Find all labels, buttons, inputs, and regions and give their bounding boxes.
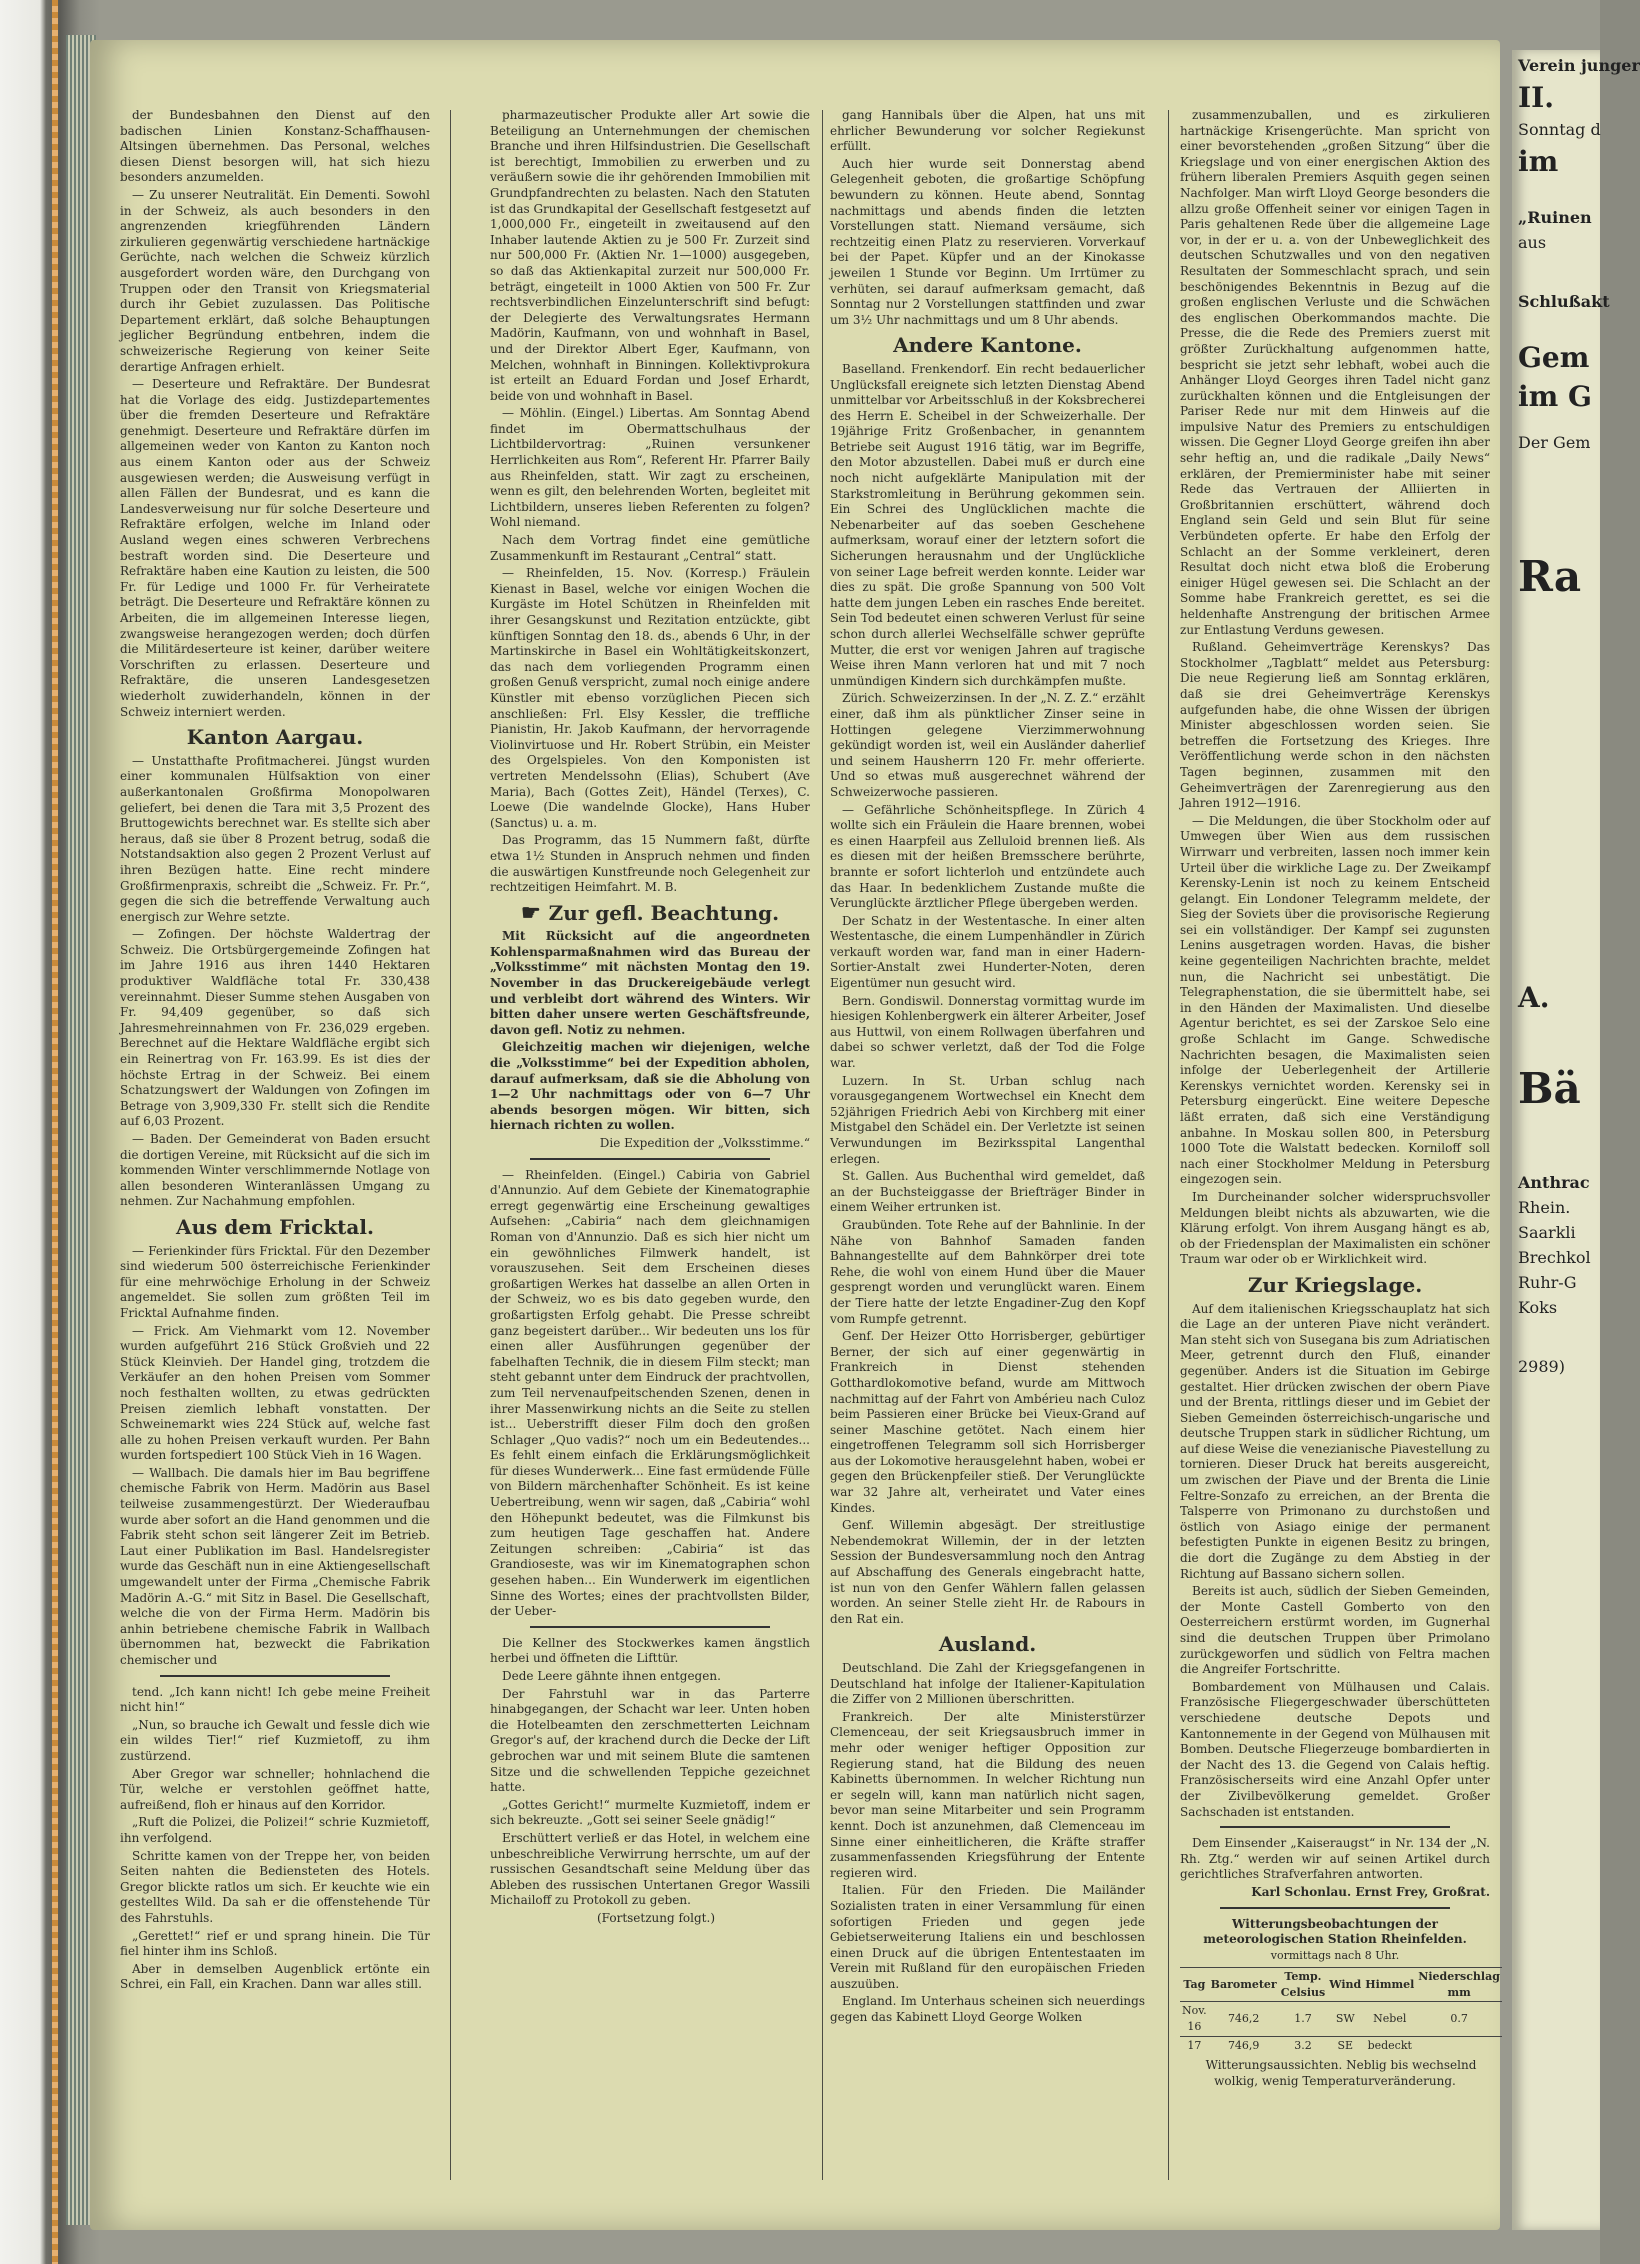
ad-text: Saarkli bbox=[1518, 1223, 1576, 1242]
continued-note: (Fortsetzung folgt.) bbox=[597, 1910, 715, 1925]
paragraph: Rußland. Geheimverträge Kerenskys? Das Stockholmer „Tagblatt“ meldet aus Petersburg: Die neue Regierung ließ am Sonntag erklären, daß sie drei Geheimverträge Kerenskys aufgefunden habe, die ohne Wissen der übrigen Minister abgeschlossen worden seien. Sie betreffen die Fortsetzung des Krieges. Ihre Veröffentlichung werde schon in den nächsten Tagen beginnen, zusammen mit den Geheimverträgen der Zarenregierung aus den Jahren 1912—1916. bbox=[1180, 640, 1490, 811]
paragraph: Italien. Für den Frieden. Die Mailänder Sozialisten traten in einer Versammlung für einen sofortigen Frieden und gegen jede Gebietserweiterung Italiens ein und beschlossen einen Druck auf die übrigen Ententestaaten im Verein mit Rußland für den europäischen Frieden auszuüben. bbox=[830, 1883, 1145, 1991]
paragraph: Das Programm, das 15 Nummern faßt, dürfte etwa 1½ Stunden in Anspruch nehmen und finden die auswärtigen Kunstfreunde noch Gelegenheit zur rechtzeitigen Heimfahrt. M. B. bbox=[490, 833, 810, 895]
paragraph: Auf dem italienischen Kriegsschauplatz hat sich die Lage an der unteren Piave nicht verändert. Man steht sich von Susegana bis zum Adriatischen Meer, getrennt durch den Fluß, einander gegenüber. Anders ist die Situation im Gebirge gestaltet. Hier drücken zwischen der obern Piave und der Brenta, rittlings dieser und im Gebiet der Sieben Gemeinden österreichisch-ungarische und deutsche Truppen stark in südlicher Richtung, um auf diese Weise die venezianische Piavestellung zu tornieren. Dieser Druck hat bereits ausgereicht, um zwischen der Piave und der Brenta die Linie Feltre-Sonzafo zu erreichen, an der Brenta die Talsperre von Primonano zu durchstoßen und östlich von Asiago einige der permanent befestigten Punkte in eigenen Besitz zu bringen, die dort die Zugänge zu dem Abstieg in der Richtung auf Bassano sichern sollen. bbox=[1180, 1301, 1490, 1581]
weather-header: Tag bbox=[1180, 1968, 1209, 2002]
weather-cell: SE bbox=[1327, 2036, 1363, 2054]
weather-table bbox=[1180, 1967, 1502, 2054]
divider bbox=[530, 1158, 770, 1160]
section-heading: Aus dem Fricktal. bbox=[176, 1214, 374, 1239]
weather-cell: 746,2 bbox=[1209, 2002, 1279, 2036]
paragraph: Dem Einsender „Kaiseraugst“ in Nr. 134 der „N. Rh. Ztg.“ werden wir auf seinen Artikel durch gerichtliches Strafverfahren antworten. bbox=[1180, 1836, 1490, 1882]
paragraph: — Frick. Am Viehmarkt vom 12. November wurden aufgeführt 216 Stück Großvieh und 22 Stück Kleinvieh. Der Handel ging, trotzdem die Verkäufer an den hohen Preisen vom Sommer noch festhalten wollten, zu etwas gedrückten Preisen ziemlich lebhaft vonstatten. Der Schweinemarkt wies 224 Stück auf, welche fast alle zu hohen Preisen verkauft wurden. Per Bahn wurden fortspediert 100 Stück Vieh in 16 Wagen. bbox=[120, 1323, 430, 1463]
weather-cell: 17 bbox=[1180, 2036, 1209, 2054]
notice-paragraph: Mit Rücksicht auf die angeordneten Kohlensparmaßnahmen wird das Bureau der „Volksstimme“ mit nächsten Montag den 19. November in das Druckereigebäude verlegt und verbleibt dort während des Winters. Wir bitten daher unsere werten Geschäftsfreunde, davon gefl. Notiz zu nehmen. bbox=[490, 929, 810, 1037]
paragraph: — Ferienkinder fürs Fricktal. Für den Dezember sind wiederum 500 österreichische Ferienkinder für eine mehrwöchige Erholung in der Schweiz angemeldet. Sie sollen zum größten Teil im Fricktal Aufnahme finden. bbox=[120, 1243, 430, 1320]
binding-string bbox=[52, 0, 58, 2264]
weather-header: Temp. Celsius bbox=[1279, 1968, 1327, 2002]
paragraph: Dede Leere gähnte ihnen entgegen. bbox=[502, 1669, 721, 1683]
paragraph: — Möhlin. (Eingel.) Libertas. Am Sonntag Abend findet im Obermattschulhaus der Lichtbildervortrag: „Ruinen versunkener Herrlichkeiten aus Rom“, Referent Hr. Pfarrer Baily aus Rheinfelden, statt. Wir zagt zu erscheinen, wenn es gilt, den belehrenden Worten, begleitet mit Lichtbildern, unseres lieben Referenten zu folgen? Wohl niemand. bbox=[490, 406, 810, 530]
paragraph: — Deserteure und Refraktäre. Der Bundesrat hat die Vorlage des eidg. Justizdepartementes über die fremden Deserteure und Refraktäre genehmigt. Deserteure und Refraktäre dürfen im allgemeinen weder von Kanton zu Kanton noch aus einem Kanton oder aus der Schweiz ausgewiesen werden; die Ausweisung verfügt in allen Fällen der Bundesrat, und es kann die Landesverweisung nur für solche Deserteure und Refraktäre erfolgen, welche im Inland oder Ausland wegen eines schweren Verbrechens bestraft worden sind. Die Deserteure und Refraktäre haben eine Kaution zu leisten, die 500 Fr. für Ledige und 1000 Fr. für Verheiratete beträgt. Die Deserteure und Refraktäre können zu Arbeiten, die im allgemeinen Interesse liegen, zwangsweise herangezogen werden; doch dürfen die Militärdeserteure ist keiner, darüber weitere Vorschriften zu erlassen. Deserteure und Refraktäre, die unseren Landesgesetzen wiederholt zuwiderhandeln, können in der Schweiz interniert werden. bbox=[120, 377, 430, 719]
paragraph: — Die Meldungen, die über Stockholm oder auf Umwegen über Wien aus dem russischen Wirrwarr und verbreiten, lassen noch immer kein Urteil über die wirkliche Lage zu. Der Zweikampf Kerensky-Lenin ist noch zu keinem Entscheid gelangt. Ein Londoner Telegramm meldete, der Sieg der Soviets über die provisorische Regierung sei ein vollständiger. Der Kampf sei zugunsten Lenins ausgetragen worden. Havas, die bisher keine gegenteiligen Nachrichten brachte, meldet nun, die Nachricht sei unbestätigt. Die Telegraphenstation, die sie übermittelt habe, sei in den Händen der Maximalisten. Und dieselbe Agentur berichtet, es sei der Zarskoe Selo eine große Schlacht im Gange. Schwedische Nachrichten besagen, die Maximalisten seien infolge der Ueberlegenheit der Artillerie Kerenskys vernichtet worden. Kerensky sei in Petersburg eingerückt. Eine weitere Depesche läßt erraten, daß sich eine Verständigung anbahne. In Moskau sollen 800, in Petersburg 1000 Tote die Walstatt bedecken. Korniloff soll nach einer Stockholmer Meldung in Petersburg eingezogen sein. bbox=[1180, 813, 1490, 1187]
weather-cell bbox=[1416, 2036, 1502, 2054]
paragraph: Im Durcheinander solcher widerspruchsvoller Meldungen bleibt nichts als abzuwarten, wie die Klärung erfolgt. Von ihrem Ausgang hängt es ab, ob der Friedensplan der Maximalisten ein schöner Traum war oder ob er Wirklichkeit wird. bbox=[1180, 1189, 1490, 1267]
column-rule bbox=[1168, 110, 1169, 2180]
paragraph: — Gefährliche Schönheitspflege. In Zürich 4 wollte sich ein Fräulein die Haare brennen, wobei es einen Haarpfeil aus Zelluloid brennen ließ. Als es diesen mit der heißen Bremsschere berührte, brannte er sofort lichterloh und entzündete auch das Haar. In bedenklichem Zustande mußte die Verunglückte ärztlicher Pflege übergeben werden. bbox=[830, 802, 1145, 911]
section-heading: Zur Kriegslage. bbox=[1247, 1272, 1423, 1297]
ad-text: A. bbox=[1518, 981, 1550, 1014]
column-2 bbox=[490, 108, 810, 2158]
ad-text: im bbox=[1518, 145, 1559, 178]
paragraph: Schritte kamen von der Treppe her, von beiden Seiten nahten die Bediensteten des Hotels. Gregor blickte ratlos um sich. Er keuchte wie ein gestelltes Wild. Da sah er die offenstehende Tür des Fahrstuhls. bbox=[120, 1848, 430, 1925]
paragraph: Deutschland. Die Zahl der Kriegsgefangenen in Deutschland hat infolge der Italiener-Kapitulation die Ziffer von 2 Millionen überschritten. bbox=[830, 1661, 1145, 1707]
paragraph: pharmazeutischer Produkte aller Art sowie die Beteiligung an Unternehmungen der chemischen Branche und ihren Hilfsindustrien. Die Gesellschaft ist berechtigt, Immobilien zu erwerben und zu veräußern sowie die ihr gehörenden Immobilien mit Grundpfandrechten zu belasten. Nach den Statuten ist das Grundkapital der Gesellschaft festgesetzt auf 1,000,000 Fr., eingeteilt in zweitausend auf den Inhaber lautende Aktien zu je 500 Fr. Zurzeit sind nur 500,000 Fr. (Aktien Nr. 1—1000) ausgegeben, so daß das Aktienkapital zurzeit nur 500,000 Fr. beträgt, eingeteilt in 1000 Aktien von 500 Fr. Zur rechtsverbindlichen Einzelunterschrift sind befugt: der Delegierte des Verwaltungsrates Hermann Madörin, Kaufmann, von und wohnhaft in Basel, und der Direktor Albert Eger, Kaufmann, von Melchen, wohnhaft in Binningen. Kollektivprokura ist erteilt an Eduard Fordan und Josef Erhardt, beide von und wohnhaft in Basel. bbox=[490, 108, 810, 403]
paragraph: Nach dem Vortrag findet eine gemütliche Zusammenkunft im Restaurant „Central“ statt. bbox=[490, 533, 810, 563]
notice-paragraph: Gleichzeitig machen wir diejenigen, welche die „Volksstimme“ bei der Expedition abholen, darauf aufmerksam, daß sie die Abholung von 1—2 Uhr nachmittags oder von 6—7 Uhr abends besorgen mögen. Wir bitten, sich hiernach richten zu wollen. bbox=[490, 1040, 810, 1133]
divider bbox=[1220, 1907, 1450, 1909]
paragraph: Erschüttert verließ er das Hotel, in welchem eine unbeschreibliche Verwirrung herrschte, um auf der russischen Gesandtschaft seine Meldung über das Ableben des russischen Untertanen Gregor Wassili Michailoff zu Protokoll zu geben. bbox=[490, 1830, 810, 1908]
ad-text: im G bbox=[1518, 380, 1592, 413]
ad-text: Gem bbox=[1518, 341, 1590, 374]
weather-cell: 1.7 bbox=[1279, 2002, 1327, 2036]
ad-text: Rhein. bbox=[1518, 1198, 1571, 1217]
weather-row bbox=[1180, 2002, 1502, 2036]
facing-page-strip bbox=[1512, 50, 1640, 2230]
divider bbox=[160, 1675, 390, 1677]
paragraph: Aber in demselben Augenblick ertönte ein Schrei, ein Fall, ein Krachen. Dann war alles still. bbox=[120, 1961, 430, 1992]
section-heading: Ausland. bbox=[938, 1632, 1037, 1657]
ad-text: Ra bbox=[1518, 552, 1582, 601]
paragraph: „Gerettet!“ rief er und sprang hinein. Die Tür fiel hinter ihm ins Schloß. bbox=[120, 1928, 430, 1959]
paragraph: „Gottes Gericht!“ murmelte Kuzmietoff, indem er sich bekreuzte. „Gott sei seiner Seele gnädig!“ bbox=[490, 1797, 810, 1828]
column-3 bbox=[830, 108, 1145, 2158]
ad-text: „Ruinen bbox=[1518, 208, 1592, 227]
ad-text: Verein junger bbox=[1518, 56, 1640, 75]
pointing-hand-icon: ☛ bbox=[520, 899, 541, 926]
weather-cell: 3.2 bbox=[1279, 2036, 1327, 2054]
ad-text: Koks bbox=[1518, 1298, 1558, 1317]
paragraph: gang Hannibals über die Alpen, hat uns mit ehrlicher Bewunderung vor solcher Regiekunst erfüllt. bbox=[830, 108, 1145, 154]
weather-cell: bedeckt bbox=[1363, 2036, 1416, 2054]
weather-title: Witterungsbeobachtungen der meteorologischen Station Rheinfelden. bbox=[1203, 1916, 1467, 1947]
paragraph: — Wallbach. Die damals hier im Bau begriffene chemische Fabrik von Herm. Madörin aus Basel teilweise zusammengestürzt. Der Wiederaufbau wurde aber sofort an die Hand genommen und die Fabrik steht schon seit längerer Zeit im Betrieb. Laut einer Publikation im Basl. Handelsregister wurde das Geschäft nun in eine Aktiengesellschaft umgewandelt unter der Firma „Chemische Fabrik Madörin A.-G.“ mit Sitz in Basel. Die Gesellschaft, welche die von der Firma Herm. Madörin bis anhin betriebene chemische Fabrik in Wallbach übernommen hat, bezweckt die Fabrikation chemischer und bbox=[120, 1465, 430, 1667]
paragraph: der Bundesbahnen den Dienst auf den badischen Linien Konstanz-Schaffhausen-Altsingen übernehmen. Das Personal, welches diesen Dienst besorgen will, hat sich hiezu besonders anzumelden. bbox=[120, 108, 430, 185]
weather-subtitle: vormittags nach 8 Uhr. bbox=[1270, 1948, 1400, 1962]
paragraph: Bombardement von Mülhausen und Calais. Französische Fliegergeschwader überschütteten verschiedene deutsche Depots und Kantonnemente in der Gegend von Mülhausen mit Bomben. Deutsche Fliegerzeuge bombardierten in der Nacht des 13. die Gegend von Calais heftig. Französischerseits wird eine Anzahl Opfer unter der Zivilbevölkerung gemeldet. Großer Sachschaden ist entstanden. bbox=[1180, 1679, 1490, 1819]
ad-text: Anthrac bbox=[1518, 1173, 1590, 1192]
section-heading: Andere Kantone. bbox=[893, 333, 1082, 358]
paragraph: Genf. Der Heizer Otto Horrisberger, gebürtiger Berner, der sich auf einer gegenwärtig in Frankreich in Dienst stehenden Gotthardlokomotive befand, wurde am Mittwoch nachmittag auf der Fahrt von Ambérieu nach Culoz beim Passieren einer Brücke bei Vieux-Grand auf seiner Maschine getötet. Nach einem hier eingetroffenen Telegramm soll sich Horrisberger aus der Lokomotive herausgelehnt haben, wobei er gegen den Brückenpfeiler stieß. Der Verunglückte war 32 Jahre alt, verheiratet und Vater eines Kindes. bbox=[830, 1329, 1145, 1515]
weather-outlook: Witterungsaussichten. Neblig bis wechselnd wolkig, wenig Temperaturveränderung. bbox=[1205, 2058, 1477, 2088]
paragraph: Bereits ist auch, südlich der Sieben Gemeinden, der Monte Castell Gomberto von den Oesterreichern erstürmt worden, im Gugnerhal sind die deutschen Truppen über Primolano zurückgeworfen und südlich von Feltra machen die Angreifer Fortschritte. bbox=[1180, 1584, 1490, 1677]
ad-text: Schlußakt bbox=[1518, 292, 1610, 311]
signature: Karl Schonlau. Ernst Frey, Großrat. bbox=[1251, 1884, 1490, 1899]
paragraph: Luzern. In St. Urban schlug nach vorausgegangenem Wortwechsel ein Knecht dem 52jährigen Friedrich Aebi von Kirchberg mit einer Mistgabel den Schädel ein. Der Verletzte ist seinen Verwundungen im Bezirksspital Langenthal erlegen. bbox=[830, 1073, 1145, 1166]
column-1 bbox=[120, 108, 430, 2158]
paragraph: Aber Gregor war schneller; hohnlachend die Tür, welche er verstohlen geöffnet hatte, aufreißend, floh er hinaus auf den Korridor. bbox=[120, 1766, 430, 1812]
paragraph: England. Im Unterhaus scheinen sich neuerdings gegen das Kabinett Lloyd George Wolken bbox=[830, 1994, 1145, 2025]
paragraph: Zürich. Schweizerzinsen. In der „N. Z. Z.“ erzählt einer, daß ihm als pünktlicher Zinser seine in Hottingen gelegene Vierzimmerwohnung gekündigt worden ist, weil ein Ausländer daherlief und seinem Hausherrn 120 Fr. mehr offerierte. Und so etwas muß ausgerechnet während der Schweizerwoche passieren. bbox=[830, 691, 1145, 799]
paragraph: Graubünden. Tote Rehe auf der Bahnlinie. In der Nähe von Bahnhof Samaden fanden Bahnangestellte auf dem Bahnkörper drei tote Rehe, die wohl von einem Hund über die Mauer gesprengt worden und verunglückt waren. Einem der Tiere hatte der letzte Engadiner-Zug den Kopf vom Rumpfe getrennt. bbox=[830, 1217, 1145, 1326]
ad-text: Brechkol bbox=[1518, 1248, 1591, 1267]
weather-header-row bbox=[1180, 1968, 1502, 2002]
paragraph: Der Schatz in der Westentasche. In einer alten Westentasche, die einem Lumpenhändler in Zürich verkauft worden war, fand man in einer Hadern-Sortier-Anstalt zwei Hunderter-Noten, deren Eigentümer nun gesucht wird. bbox=[830, 913, 1145, 991]
newspaper-page bbox=[90, 40, 1500, 2230]
heading-text: Zur gefl. Beachtung. bbox=[548, 900, 780, 925]
paragraph: zusammenzuballen, und es zirkulieren hartnäckige Krisengerüchte. Man spricht von einer bevorstehenden „großen Sitzung“ über die Kriegslage und von einer energischen Aktion des frühern liberalen Premiers Asquith gegen seinen Nachfolger. Man wirft Lloyd George besonders die allzu große Offenheit seiner vor einigen Tagen in Paris gehaltenen Rede über die allgemeine Lage vor, in der er u. a. von der Unbeweglichkeit des deutschen Schutzwalles und von den negativen Resultaten der Sommeschlacht sprach, und sein beschönigendes Bekenntnis in Bezug auf die großen englischen Verluste und die Schwächen des englischen Oberkommandos machte. Die Presse, die die Rede des Premiers zuerst mit größter Zurückhaltung aufgenommen hatte, bespricht sie jetzt sehr lebhaft, wobei auch die Anhänger Lloyd Georges ihren Tadel nicht ganz zurückhalten können und die Entgleisungen der Pariser Rede nur mit dem Hinweis auf die impulsive Natur des Premiers zu entschuldigen wissen. Die Gegner Lloyd George greifen ihn aber sehr heftig an, und die radikale „Daily News“ erklären, der Premierminister habe mit seiner Rede das Vertrauen der Alliierten in Großbritannien erschüttert, während doch England sein Geld und sein Blut für seine Verbündeten opferte. Er habe den Erfolg der Schlacht an der Somme verkleinert, deren Resultat doch nicht etwa bloß die Eroberung einiger Hügel gewesen sei. Die Schlacht an der Somme habe Frankreich gerettet, es sei die heldenhafte Anstrengung der britischen Armee zur Entlastung Verduns gewesen. bbox=[1180, 108, 1490, 637]
weather-header: Wind bbox=[1327, 1968, 1363, 2002]
ad-text: Ruhr-G bbox=[1518, 1273, 1577, 1292]
paragraph: — Rheinfelden. (Eingel.) Cabiria von Gabriel d'Annunzio. Auf dem Gebiete der Kinematographie erregt gegenwärtig eine Erscheinung gewaltiges Aufsehen: „Cabiria“ nach dem gleichnamigen Roman von d'Annunzio. Daß es sich hier nicht um ein gewöhnliches Filmwerk handelt, ist vorauszusehen. Seit dem Erscheinen dieses großartigen Werkes hat dasselbe an allen Orten in der Schweiz, wo es bis dato gegeben wurde, den großartigsten Erfolg gehabt. Die Presse schreibt ganz begeistert darüber... Wir bedeuten uns los für einen aller Ausführungen gegenüber der fabelhaften Technik, die in diesem Film steckt; man steht gebannt unter dem Eindruck der prachtvollen, zum Teil nervenaufpeitschenden Szenen, denen in ihrer Massenwirkung nichts an die Seite zu stellen ist... Ueberstrifft dieser Film doch den großen Schlager „Quo vadis?“ noch um ein Bedeutendes... Es fehlt einem einfach die Erklärungsmöglichkeit für dieses Wunderwerk... Eine fast ermüdende Fülle von Bildern märchenhafter Schönheit. Es ist keine Uebertreibung, wenn wir sagen, daß „Cabiria“ wohl den Höhepunkt bedeutet, was die Filmkunst bis zum heutigen Tage geschaffen hat. Andere Zeitungen schreiben: „Cabiria“ ist das Grandioseste, was wir im Kinematographen schon gesehen haben... Ein Wunderwerk im eigentlichen Sinne des Wortes; eines der prachtvollsten Bilder, der Ueber- bbox=[490, 1167, 810, 1619]
paragraph: „Nun, so brauche ich Gewalt und fessle dich wie ein wildes Tier!“ rief Kuzmietoff, zu ihm zustürzend. bbox=[120, 1717, 430, 1763]
weather-header: Barometer bbox=[1209, 1968, 1279, 2002]
paragraph: tend. „Ich kann nicht! Ich gebe meine Freiheit nicht hin!“ bbox=[120, 1684, 430, 1715]
section-heading bbox=[490, 899, 810, 926]
paragraph: Auch hier wurde seit Donnerstag abend Gelegenheit geboten, die großartige Schöpfung bewundern zu können. Heute abend, Sonntag nachmittags und abends finden die letzten Vorstellungen statt. Niemand versäume, sich rechtzeitig einen Platz zu reservieren. Vorverkauf bei der Papet. Küpfer und an der Kinokasse jeweilen 1 Stunde vor Beginn. Um Irrtümer zu verhüten, sei darauf aufmerksam gemacht, daß Sonntag nur 2 Vorstellungen stattfinden und zwar um 3½ Uhr nachmittags und um 8 Uhr abends. bbox=[830, 156, 1145, 327]
weather-cell: SW bbox=[1327, 2002, 1363, 2036]
weather-cell: Nov. 16 bbox=[1180, 2002, 1209, 2036]
weather-cell: 746,9 bbox=[1209, 2036, 1279, 2054]
ad-text: II. bbox=[1518, 81, 1554, 114]
paragraph: Bern. Gondiswil. Donnerstag vormittag wurde im hiesigen Kohlenbergwerk ein älterer Arbeiter, Josef aus Huttwil, von einem Rollwagen überfahren und dabei so schwer verletzt, daß der Tod die Folge war. bbox=[830, 993, 1145, 1071]
weather-header: Niederschlag mm bbox=[1416, 1968, 1502, 2002]
column-4 bbox=[1180, 108, 1500, 2158]
column-rule bbox=[450, 110, 451, 2180]
ad-text: Bä bbox=[1518, 1064, 1581, 1113]
paragraph: Der Fahrstuhl war in das Parterre hinabgegangen, der Schacht war leer. Unten hoben die Hotelbeamten den zerschmetterten Leichnam Gregor's auf, der krachend durch die Decke der Lift gebrochen war und mit seinem Blute die samtenen Sitze und die schwellenden Teppiche gezeichnet hatte. bbox=[490, 1686, 810, 1795]
paragraph: Baselland. Frenkendorf. Ein recht bedauerlicher Unglücksfall ereignete sich letzten Dienstag Abend unmittelbar vor Arbeitsschluß in der Koksbrecherei des Herrn E. Scheibel in der Schweizerhalle. Der 19jährige Fritz Großenbacher, in genanntem Betriebe seit August 1916 tätig, war im Begriffe, den Motor abzustellen. Dabei muß er durch eine noch nicht aufgeklärte Manipulation mit der Starkstromleitung in Berührung gekommen sein. Ein Schrei des Unglücklichen machte die Nebenarbeiter auf das soeben Geschehene aufmerksam, worauf einer der letztern sofort die Sicherungen herausnahm und der Unglückliche von seiner Lage befreit werden konnte. Leider war dies zu spät. Die große Spannung von 500 Volt hatte dem jungen Leben ein rasches Ende bereitet. Sein Tod bedeutet einen schweren Verlust für seine schon durch allerlei Wechselfälle schwer geprüfte Mutter, die erst vor wenigen Jahren auf tragische Weise ihren Mann verloren hat und mit 7 noch unmündigen Kindern sich durchkämpfen mußte. bbox=[830, 361, 1145, 688]
ad-text: aus bbox=[1518, 233, 1547, 252]
paragraph: Die Kellner des Stockwerkes kamen ängstlich herbei und öffneten die Lifttür. bbox=[490, 1635, 810, 1666]
ad-text: 2989) bbox=[1518, 1357, 1565, 1376]
divider bbox=[1220, 1826, 1450, 1828]
paragraph: Genf. Willemin abgesägt. Der streitlustige Nebendemokrat Willemin, der in der letzten Session der Bundesversammlung noch den Antrag auf Abschaffung des Generals eingebracht hatte, ist nun von den Genfer Wählern fallen gelassen worden. An seiner Stelle zieht Hr. de Rabours in den Rat ein. bbox=[830, 1518, 1145, 1626]
column-rule bbox=[822, 110, 823, 2180]
paragraph: Frankreich. Der alte Ministerstürzer Clemenceau, der seit Kriegsausbruch immer in mehr oder weniger heftiger Opposition zur Regierung stand, hat die Bildung des neuen Kabinetts übernommen. In welcher Richtung nun er segeln will, kann man natürlich nicht sagen, bevor man seine Mitarbeiter und sein Programm kennt. Doch ist anzunehmen, daß Clemenceau im Sinne einer einheitlicheren, die Kräfte straffer zusammenfassenden Kriegsführung der Entente regieren wird. bbox=[830, 1709, 1145, 1880]
weather-header: Himmel bbox=[1363, 1968, 1416, 2002]
paragraph: — Baden. Der Gemeinderat von Baden ersucht die dortigen Vereine, mit Rücksicht auf die sich im kommenden Winter verschlimmernde Notlage von allen besonderen Winteranlässen Umgang zu nehmen. Zur Nachahmung empfohlen. bbox=[120, 1132, 430, 1209]
paragraph: — Zofingen. Der höchste Waldertrag der Schweiz. Die Ortsbürgergemeinde Zofingen hat im Jahre 1916 aus ihren 1440 Hektaren produktiver Waldfläche total Fr. 330,438 vereinnahmt. Dieser Summe stehen Ausgaben von Fr. 94,409 gegenüber, so daß sich Jahresmehreinnahmen von Fr. 236,029 ergeben. Berechnet auf die Hektare Waldfläche ergibt sich ein Reinertrag von Fr. 163.99. Es ist dies der höchste Ertrag in der Schweiz. Bei einem Schatzungswert der Waldungen von Zofingen im Betrage von 3,909,330 Fr. stellt sich die Rendite auf 6,03 Prozent. bbox=[120, 927, 430, 1129]
paragraph: St. Gallen. Aus Buchenthal wird gemeldet, daß an der Buchsteiggasse der Briefträger Binder in einem Weiher ertrunken ist. bbox=[830, 1169, 1145, 1215]
weather-row bbox=[1180, 2036, 1502, 2054]
ad-text: Der Gem bbox=[1518, 433, 1591, 452]
weather-cell: 0.7 bbox=[1416, 2002, 1502, 2036]
ad-text: Sonntag d bbox=[1518, 120, 1601, 139]
notice-signature: Die Expedition der „Volksstimme.“ bbox=[599, 1136, 810, 1150]
paragraph: — Zu unserer Neutralität. Ein Dementi. Sowohl in der Schweiz, als auch besonders in den angrenzenden kriegführenden Ländern zirkulieren gegenwärtig verschiedene hartnäckige Gerüchte, nach welchen die Schweiz kürzlich ausgefordert worden wäre, den Durchgang von Truppen oder den Transit von Kriegsmaterial durch ihr Gebiet zuzulassen. Das Politische Departement erklärt, daß solche Behauptungen jeglicher Begründung entbehren, indem die schweizerische Regierung von keiner Seite derartige Anfragen erhielt. bbox=[120, 187, 430, 374]
divider bbox=[530, 1626, 770, 1628]
paragraph: — Rheinfelden, 15. Nov. (Korresp.) Fräulein Kienast in Basel, welche vor einigen Wochen die Kurgäste im Hotel Schützen in Rheinfelden mit ihrer Gesangskunst und Rezitation entzückte, gibt künftigen Sonntag den 18. ds., abends 6 Uhr, in der Martinskirche in Basel ein Wohltätigkeitskonzert, das nach dem vorliegenden Programm einen großen Genuß verspricht, zumal noch einige andere Künstler mit ebenso vorzüglichen Piecen sich anschließen: Frl. Elsy Kessler, die treffliche Pianistin, Hr. Jakob Kaufmann, der hervorragende Violinvirtuose und Hr. Robert Strübin, ein Meister des Orgelspieles. Von den Komponisten ist vertreten Mendelssohn (Elias), Schubert (Ave Maria), Bach (Gottes Zeit), Händel (Terxes), C. Loewe (Die wandelnde Glocke), Hans Huber (Sanctus) u. a. m. bbox=[490, 566, 810, 830]
paragraph: „Ruft die Polizei, die Polizei!“ schrie Kuzmietoff, ihn verfolgend. bbox=[120, 1815, 430, 1845]
section-heading: Kanton Aargau. bbox=[186, 725, 364, 750]
weather-cell: Nebel bbox=[1363, 2002, 1416, 2036]
paragraph: — Unstatthafte Profitmacherei. Jüngst wurden einer kommunalen Hülfsaktion von einer außerkantonalen Großfirma Monopolwaren geliefert, bei denen die Tara mit 3,5 Prozent des Bruttogewichts berechnet war. Es stellte sich aber heraus, daß sie über 8 Prozent betrug, sodaß die Notstandsaktion also gegen 2 Prozent Verlust auf ihren Bezügen hatte. Eine recht mindere Großfirmenpraxis, schreibt die „Schweiz. Fr. Pr.“, gegen die sich die betreffende Verwaltung auch energisch zur Wehre setzte. bbox=[120, 753, 430, 924]
